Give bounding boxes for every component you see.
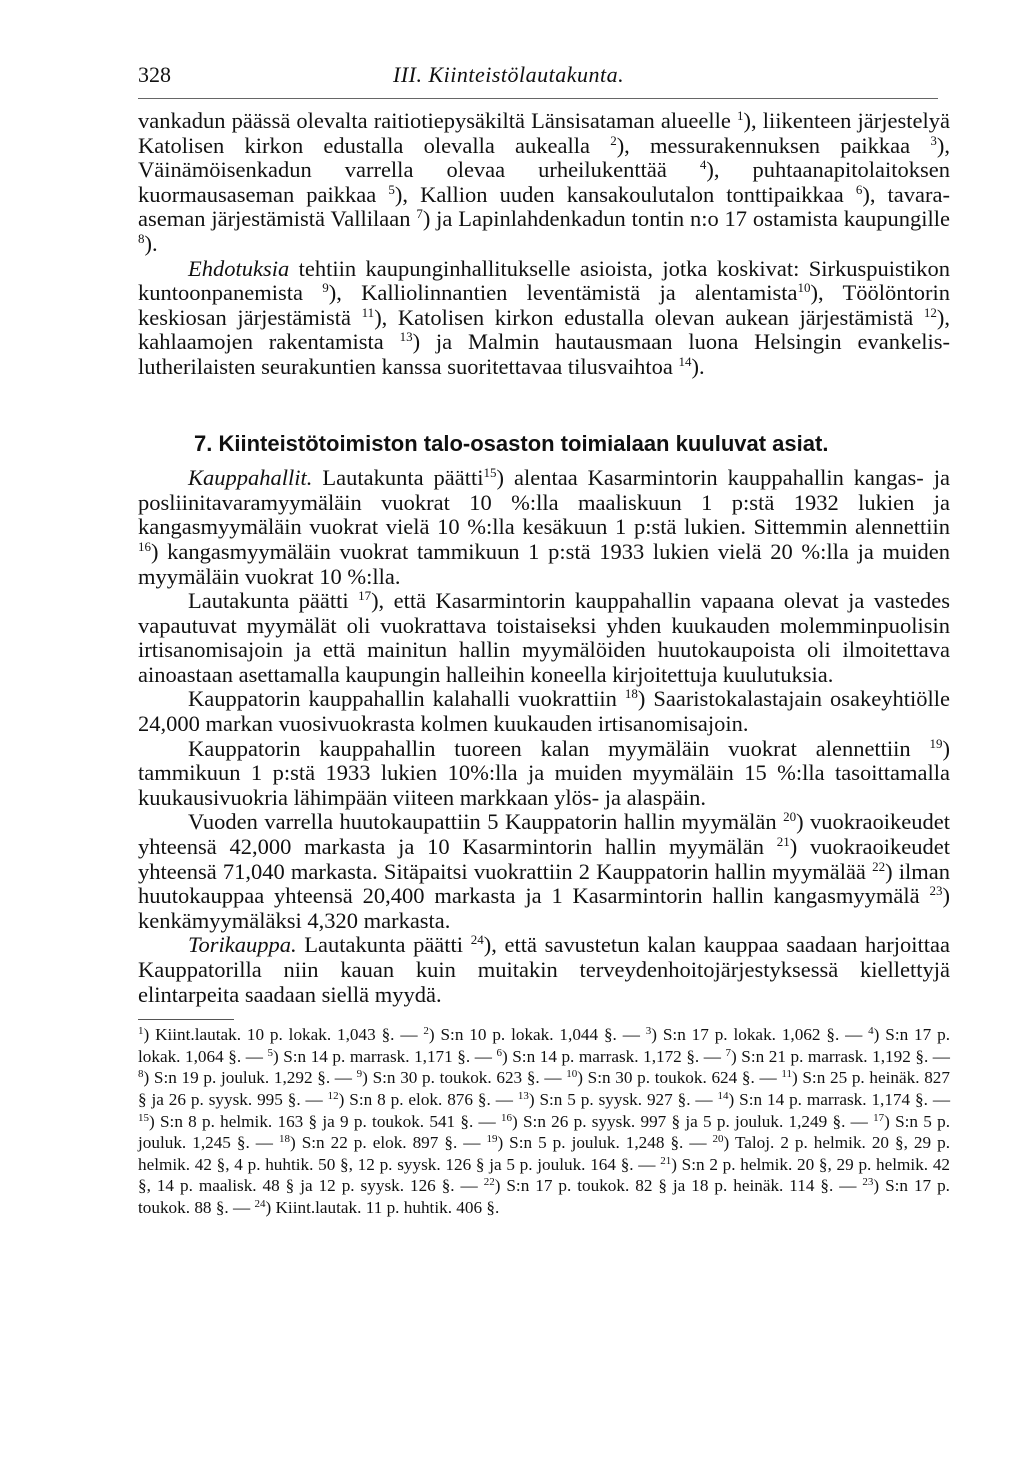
footnote-ref: 15 bbox=[483, 465, 497, 481]
footnote: $^{22}$) S:n 17 p. toukok. 82 § ja 18 p. heinäk. 114 §. — bbox=[483, 1176, 863, 1196]
footnote-ref: 13 bbox=[399, 329, 413, 345]
page-number: 328 bbox=[138, 62, 171, 87]
paragraph-3: Kauppahallit. Lautakunta päätti$^{15}$) alentaa Kasarmintorin kauppahallin kangas- ja posliinitavaramyymäläin vuokrat 10 %:lla maaliskuun 1 p:stä 1932 lukien ja kangasmyymäläin vuokrat vielä 10 %:lla kesäkuun 1 p:stä lukien. Sittemmin alennettiin $^{16}$) kangasmyymäläin vuokrat tammikuun 1 p:stä 1933 lukien vielä 20 %:lla ja muiden myymäläin vuokrat 10 %:lla. bbox=[138, 465, 950, 589]
paragraph-8: Torikauppa. Lautakunta päätti $^{24}$), että savustetun kalan kauppaa saadaan harjoittaa Kauppatorilla niin kauan kuin muitakin terveydenhoitojärjestyksessä kiellettyjä elintarpeita saadaan siellä myydä. bbox=[138, 932, 950, 1007]
footnote-ref: 5 bbox=[388, 181, 395, 197]
paragraph-7: Vuoden varrella huutokaupattiin 5 Kauppatorin hallin myymälän $^{20}$) vuokraoikeudet yhteensä 42,000 markasta ja 10 Kasarmintorin hallin myymälän $^{21}$) vuokraoikeudet yhteensä 71,040 markasta. Sitäpaitsi vuokrattiin 2 Kauppatorin hallin myymälää $^{22}$) ilman huutokauppaa yhteensä 20,400 markasta ja 1 Kasarmintorin hallin kangasmyymälä $^{23}$) kenkämyymäläksi 4,320 markasta. bbox=[138, 809, 951, 933]
footnote: $^3$) S:n 17 p. lokak. 1,062 §. — bbox=[645, 1025, 869, 1045]
footnote-ref: 10 bbox=[797, 280, 811, 296]
footnote: $^9$) S:n 30 p. toukok. 623 §. — bbox=[356, 1068, 567, 1088]
footnote: $^7$) S:n 21 p. marrask. 1,192 §. — bbox=[725, 1046, 950, 1066]
footnote-ref: 17 bbox=[358, 588, 372, 604]
footnote-ref: 1 bbox=[736, 108, 744, 123]
footnote: $^{16}$) S:n 26 p. syysk. 997 § ja 5 p. jouluk. 1,249 §. — bbox=[501, 1111, 874, 1131]
paragraph-5: Kauppatorin kauppahallin kalahalli vuokrattiin $^{18}$) Saaristokalastajain osakeyhtiölle 24,000 markan vuosivuokrasta kolmen kuukauden irtisanomisajoin. bbox=[138, 686, 950, 737]
footnote: $^{20}$) Taloj. 2 p. helmik. 20 §, 29 p. helmik. 42 §, 4 p. huhtik. 50 §, 12 p. syysk. 126 § ja 5 p. jouluk. 164 §. — bbox=[138, 1133, 950, 1174]
footnotes bbox=[138, 1024, 950, 1218]
footnote: $^{11}$) S:n 25 p. heinäk. 827 § ja 26 p. syysk. 995 §. — bbox=[138, 1068, 950, 1109]
footnote-ref: 24 bbox=[470, 932, 484, 948]
footnote-ref: 7 bbox=[416, 206, 423, 222]
footnote: $^{13}$) S:n 5 p. syysk. 927 §. — bbox=[517, 1089, 718, 1109]
footnote-ref: 14 bbox=[678, 353, 692, 369]
footnote-ref: 2 bbox=[610, 132, 617, 148]
footnote-ref: 4 bbox=[699, 157, 707, 173]
footnote-rule bbox=[138, 1019, 234, 1020]
footnote: $^4$) S:n 17 p. lokak. 1,064 §. — bbox=[138, 1025, 950, 1066]
footnote: $^2$) S:n 10 p. lokak. 1,044 §. — bbox=[423, 1025, 646, 1045]
footnote: $^{18}$) S:n 22 p. elok. 897 §. — bbox=[278, 1133, 487, 1153]
body-text bbox=[138, 109, 950, 1219]
header-rule bbox=[138, 98, 938, 99]
footnote: $^{15}$) S:n 8 p. helmik. 163 § ja 9 p. toukok. 541 §. — bbox=[138, 1111, 501, 1131]
footnote: $^{19}$) S:n 5 p. jouluk. 1,248 §. — bbox=[486, 1133, 713, 1153]
footnote-ref: 21 bbox=[776, 834, 790, 850]
footnote-ref: 11 bbox=[361, 304, 375, 320]
page-header bbox=[138, 62, 938, 92]
footnote: $^{21}$) S:n 2 p. helmik. 20 §, 29 p. helmik. 42 §, 14 p. maalisk. 48 § ja 12 p. syysk. 126 §. — bbox=[138, 1154, 951, 1196]
footnote: $^{23}$) S:n 17 p. toukok. 88 §. — bbox=[138, 1176, 950, 1217]
paragraph-1: vankadun päässä olevalta raitiotiepysäkiltä Länsisataman alueelle $^1$), liikenteen järjestelyä Katolisen kirkon edustalla olevalla aukealla $^2$), messurakennuksen paikkaa $^3$), Väinämöisenkadun varrella olevaa urheilukenttää $^4$), puhtaanapitolaitoksen kuormausaseman paikkaa $^5$), Kallion uuden kansakoulutalon tonttipaikkaa $^6$), tavara-aseman järjestämistä Vallilaan $^7$) ja Lapinlahdenkadun tontin n:o 17 ostamista kaupungille $^8$). bbox=[138, 108, 950, 256]
paragraph-lead: Kauppahallit. bbox=[188, 465, 313, 491]
footnote: $^{24}$) Kiint.lautak. 11 p. huhtik. 406 §. bbox=[254, 1197, 500, 1217]
footnote-ref: 6 bbox=[855, 181, 863, 197]
footnote-ref: 3 bbox=[930, 132, 937, 148]
paragraph-4: Lautakunta päätti $^{17}$), että Kasarmintorin kauppahallin vapaana olevat ja vastedes vapautuvat myymälät oli vuokrattava toistaiseksi yhden kuukauden molemminpuolisin irtisanomisajoin ja että mainitun hallin myymälöiden huutokaupoista oli ilmoitettava ainoastaan asettamalla kaupungin halleihin koneella kirjoitettuja kuulutuksia. bbox=[138, 588, 950, 687]
paragraph-6: Kauppatorin kauppahallin tuoreen kalan myymäläin vuokrat alennettiin $^{19}$) tammikuun 1 p:stä 1933 lukien 10%:lla ja muiden myymäläin 15 %:lla tasoittamalla kuukausivuokria lähimpään viiteen markkaan ylös- ja alaspäin. bbox=[138, 735, 950, 810]
footnote: $^6$) S:n 14 p. marrask. 1,172 §. — bbox=[496, 1046, 726, 1066]
footnote-ref: 22 bbox=[872, 858, 886, 874]
footnote: $^8$) S:n 19 p. jouluk. 1,292 §. — bbox=[138, 1068, 357, 1088]
footnote-ref: 23 bbox=[929, 883, 943, 899]
footnote-ref: 9 bbox=[322, 280, 329, 296]
footnote: $^{10}$) S:n 30 p. toukok. 624 §. — bbox=[566, 1068, 782, 1088]
footnote: $^{17}$) S:n 5 p. jouluk. 1,245 §. — bbox=[138, 1111, 950, 1153]
paragraph-2: Ehdotuksia tehtiin kaupunginhallitukselle asioista, jotka koskivat: Sirkuspuistikon kuntoonpanemista $^9$), Kalliolinnantien leventämistä ja alentamista$^{10}$), Töölöntorin keskiosan järjestämistä $^{11}$), Katolisen kirkon edustalla olevan aukean järjestämistä $^{12}$), kahlaamojen rakentamista $^{13}$) ja Malmin hautausmaan luona Helsingin evankelis-lutherilaisten seurakuntien kanssa suoritettavaa tilusvaihtoa $^{14}$). bbox=[138, 255, 950, 379]
footnote: $^{12}$) S:n 8 p. elok. 876 §. — bbox=[327, 1089, 518, 1109]
footnote-ref: 20 bbox=[783, 809, 797, 825]
footnote-ref: 8 bbox=[138, 230, 145, 246]
footnote: $^1$) Kiint.lautak. 10 p. lokak. 1,043 §. — bbox=[138, 1025, 424, 1045]
footnote-ref: 12 bbox=[923, 304, 937, 320]
paragraph-lead: Ehdotuksia bbox=[188, 255, 290, 281]
footnote-ref: 19 bbox=[929, 735, 943, 751]
footnote-ref: 18 bbox=[624, 686, 638, 702]
section-heading: 7. Kiinteistötoimiston talo-osaston toimialaan kuuluvat asiat. bbox=[194, 430, 829, 456]
footnote: $^{14}$) S:n 14 p. marrask. 1,174 §. — bbox=[717, 1089, 951, 1109]
footnote-ref: 16 bbox=[138, 538, 151, 554]
footnote: $^5$) S:n 14 p. marrask. 1,171 §. — bbox=[267, 1046, 497, 1066]
running-title: III. Kiinteistölautakunta. bbox=[393, 62, 625, 87]
paragraph-lead: Torikauppa. bbox=[188, 932, 297, 958]
